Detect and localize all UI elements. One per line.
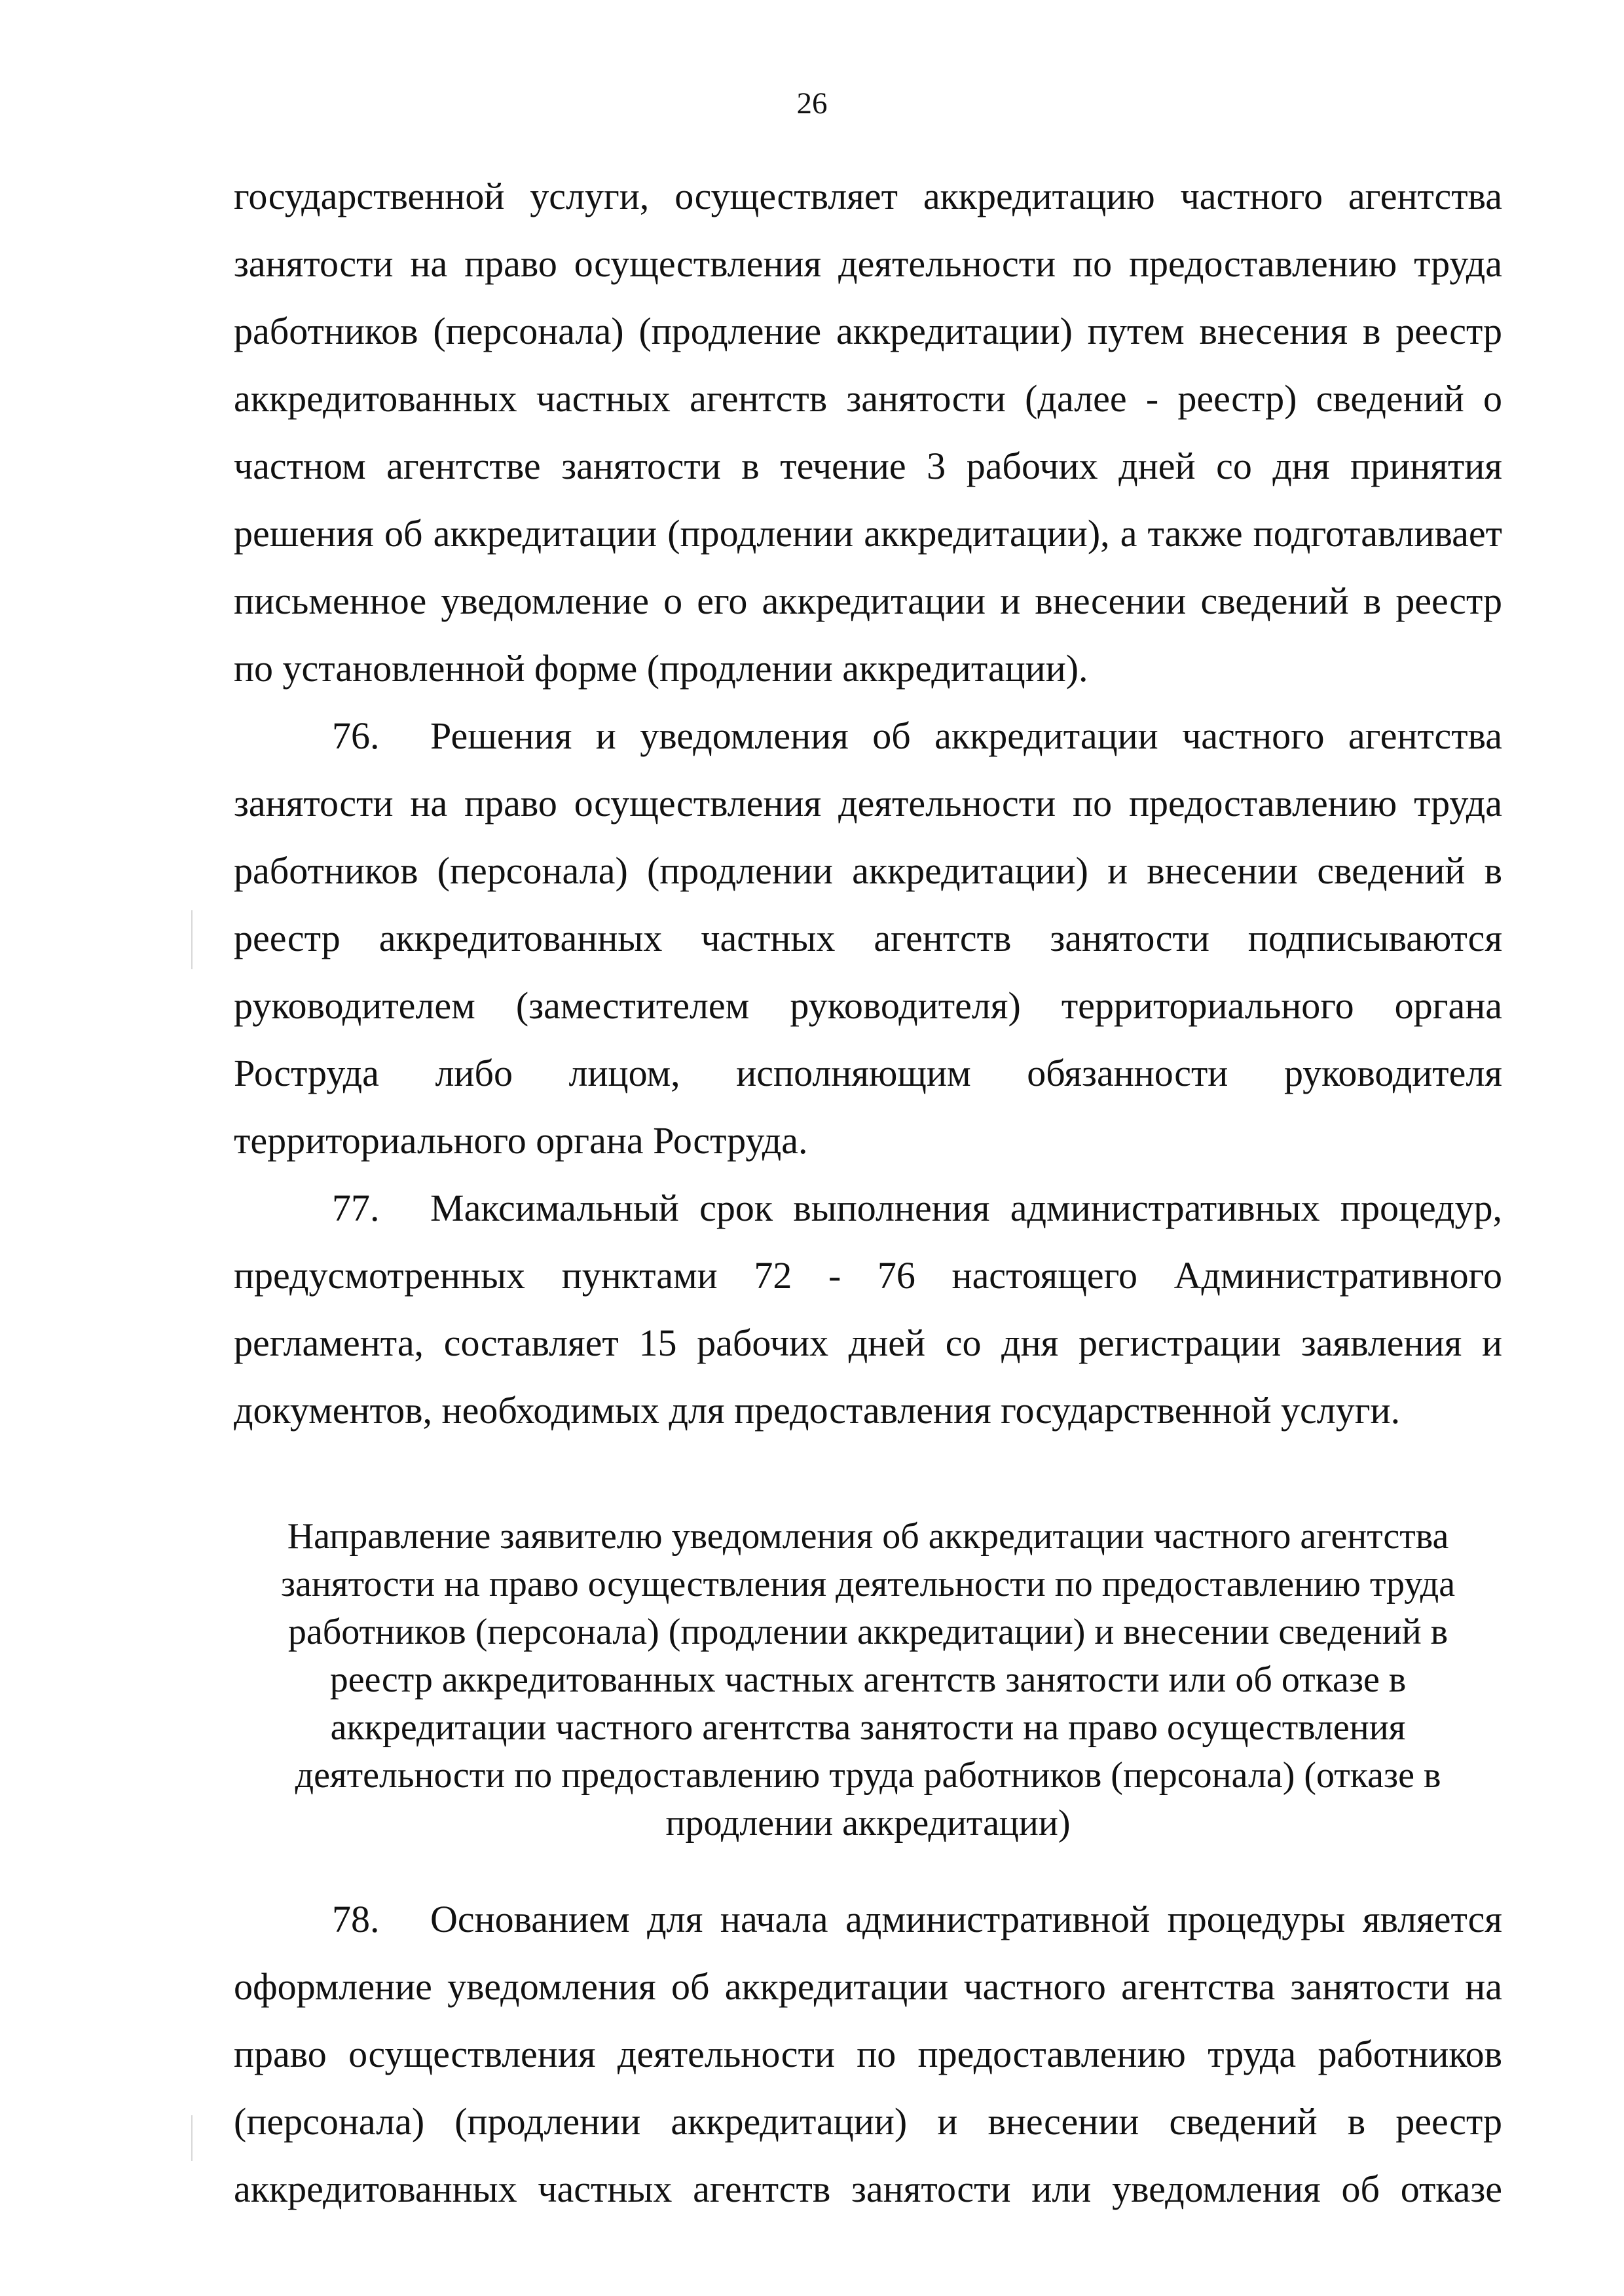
paragraph-77-text: Максимальный срок выполнения административных процедур, предусмотренных пунктами 72 - 76 настоящего Административного регламента, составляет 15 рабочих дней со дня регистрации заявления и документов, необходимых для предоставления государственной услуги. xyxy=(234,1187,1502,1432)
paragraph-continuation: государственной услуги, осуществляет аккредитацию частного агентства занятости на право осуществления деятельности по предоставлению труда работников (персонала) (продление аккредитации) путем внесения в реестр аккредитованных частных агентств занятости (далее - реестр) сведений о частном агентстве занятости в течение 3 рабочих дней со дня принятия решения об аккредитации (продлении аккредитации), а также подготавливает письменное уведомление о его аккредитации и внесении сведений в реестр по установленной форме (продлении аккредитации). xyxy=(234,175,1502,690)
paragraph-78-text: Основанием для начала административной процедуры является оформление уведомления об аккредитации частного агентства занятости на право осуществления деятельности по предоставлению труда работников (персонала) (продлении аккредитации) и внесении сведений в реестр аккредитованных частных агентств занятости или уведомления об отказе xyxy=(234,1898,1502,2210)
document-body xyxy=(234,162,1502,2223)
paragraph-76-text: Решения и уведомления об аккредитации частного агентства занятости на право осуществления деятельности по предоставлению труда работников (персонала) (продлении аккредитации) и внесении сведений в реестр аккредитованных частных агентств занятости подписываются руководителем (заместителем руководителя) территориального органа Роструда либо лицом, исполняющим обязанности руководителя территориального органа Роструда. xyxy=(234,714,1502,1162)
paragraph-76-number: 76. xyxy=(332,714,380,757)
paragraph-76 xyxy=(234,702,1502,1174)
paragraph-78-number: 78. xyxy=(332,1898,380,1940)
paragraph-77-number: 77. xyxy=(332,1187,380,1229)
spacer xyxy=(234,1847,1502,1885)
page-number: 26 xyxy=(796,86,828,120)
paragraph-77 xyxy=(234,1174,1502,1444)
scan-artifact-line xyxy=(191,910,193,969)
paragraph-78 xyxy=(234,1885,1502,2223)
scan-artifact-line xyxy=(191,2115,193,2161)
section-heading: Направление заявителю уведомления об аккредитации частного агентства занятости на право осуществления деятельности по предоставлению труда работников (персонала) (продлении аккредитации) и внесении сведений в реестр аккредитованных частных агентств занятости или об отказе в аккредитации частного агентства занятости на право осуществления деятельности по предоставлению труда работников (персонала) (отказе в продлении аккредитации) xyxy=(280,1516,1456,1843)
